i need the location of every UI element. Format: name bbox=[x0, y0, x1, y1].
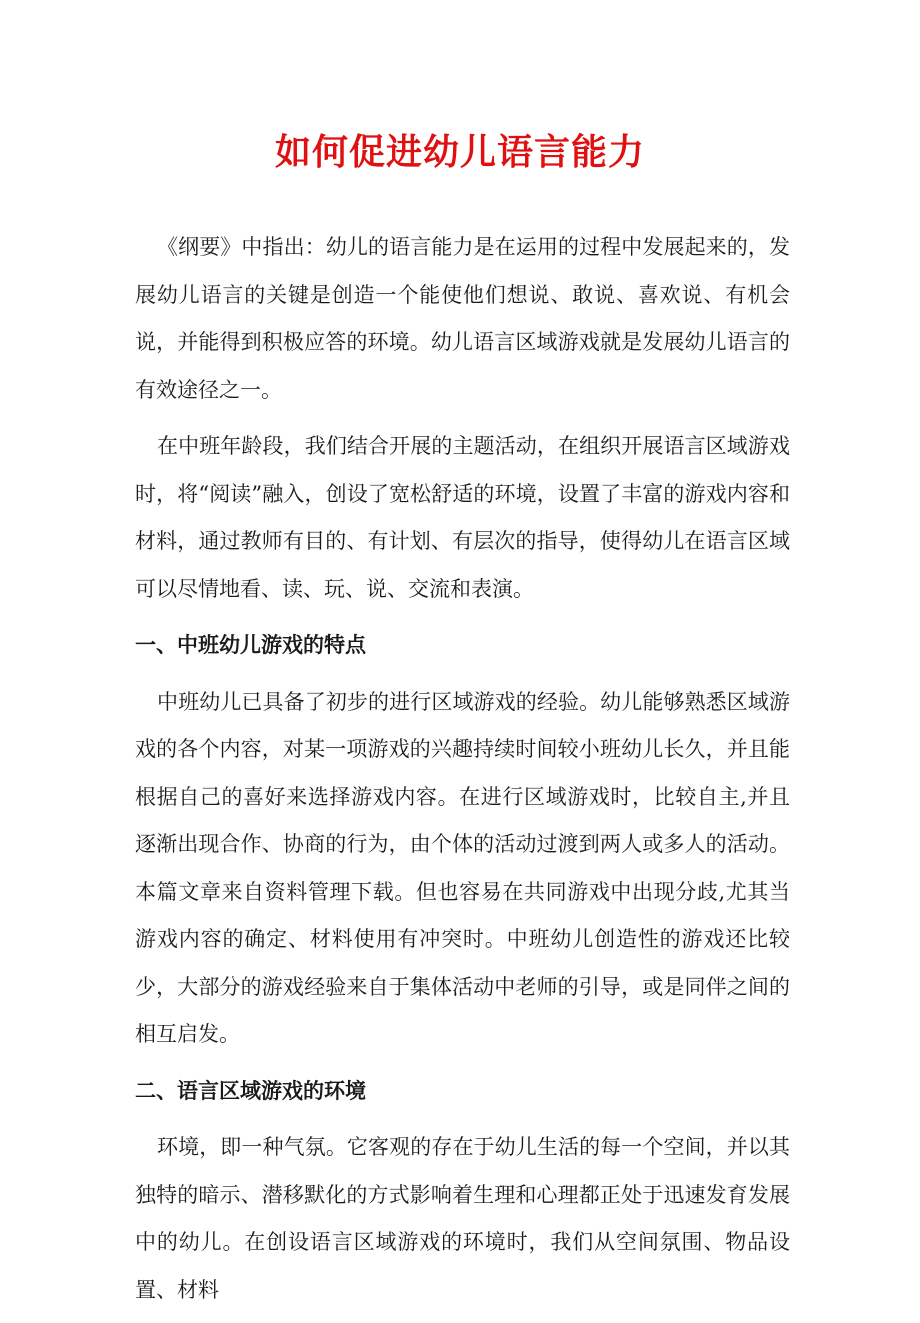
paragraph-environment: 环境，即一种气氛。它客观的存在于幼儿生活的每一个空间，并以其独特的暗示、潜移默化的方式影响着生理和心理都正处于迅速发育发展中的幼儿。在创设语言区域游戏的环境时，我们从空间氛围、物品设置、材料 bbox=[135, 1135, 790, 1302]
section-heading-2: 二、语言区域游戏的环境 bbox=[135, 1078, 366, 1103]
section-heading-1: 一、中班幼儿游戏的特点 bbox=[135, 633, 366, 657]
paragraph-middle-class: 在中班年龄段，我们结合开展的主题活动，在组织开展语言区域游戏时，将“阅读”融入，创设了宽松舒适的环境，设置了丰富的游戏内容和材料，通过教师有目的、有计划、有层次的指导，使得幼儿在语言区域可以尽情地看、读、玩、说、交流和表演。 bbox=[135, 434, 790, 601]
document-title: 如何促进幼儿语言能力 bbox=[274, 132, 645, 173]
paragraph-intro: 《纲要》中指出：幼儿的语言能力是在运用的过程中发展起来的，发展幼儿语言的关键是创造一个能使他们想说、敢说、喜欢说、有机会说，并能得到积极应答的环境。幼儿语言区域游戏就是发展幼儿语言的有效途径之一。 bbox=[135, 235, 790, 402]
paragraph-game-features: 中班幼儿已具备了初步的进行区域游戏的经验。幼儿能够熟悉区域游戏的各个内容，对某一项游戏的兴趣持续时间较小班幼儿长久，并且能根据自己的喜好来选择游戏内容。在进行区域游戏时，比较自主,并且逐渐出现合作、协商的行为，由个体的活动过渡到两人或多人的活动。本篇文章来自资料管理下载。但也容易在共同游戏中出现分歧,尤其当游戏内容的确定、材料使用有冲突时。中班幼儿创造性的游戏还比较少，大部分的游戏经验来自于集体活动中老师的引导，或是同伴之间的相互启发。 bbox=[135, 689, 790, 1046]
document-body bbox=[135, 224, 790, 1323]
